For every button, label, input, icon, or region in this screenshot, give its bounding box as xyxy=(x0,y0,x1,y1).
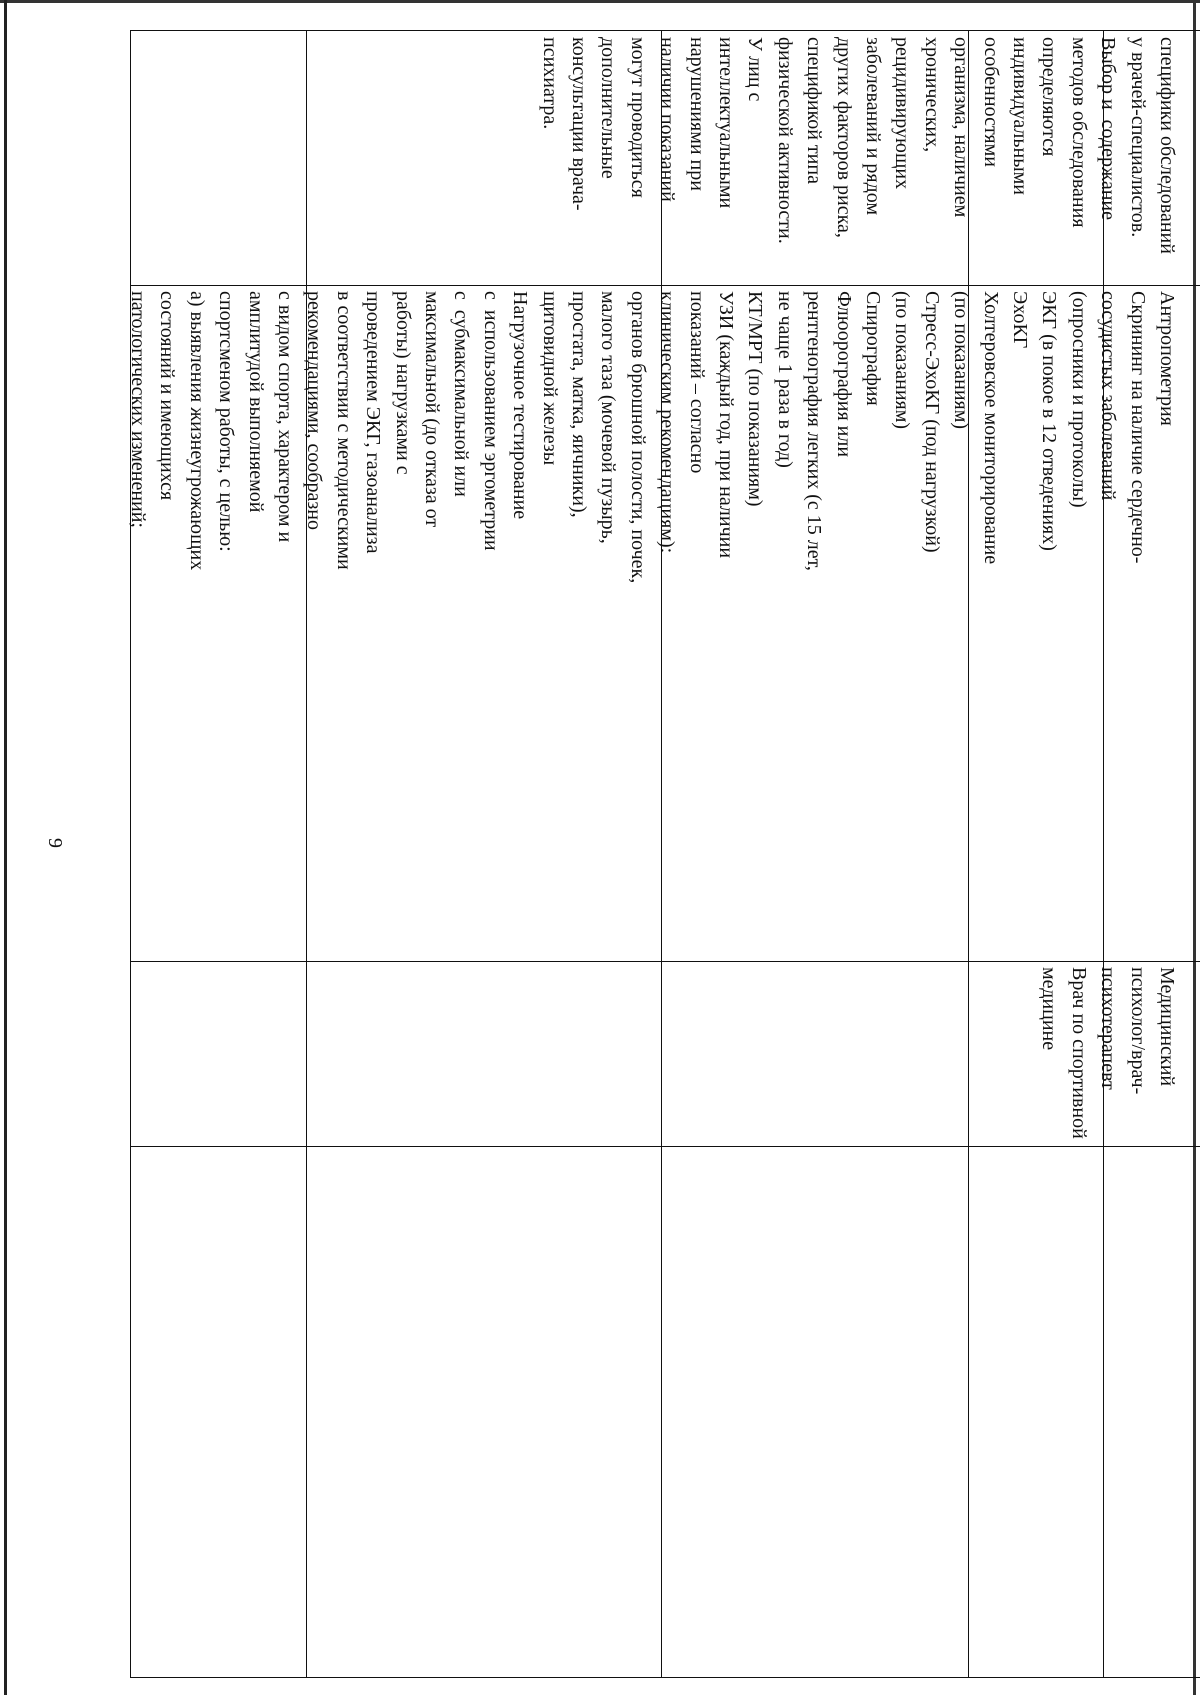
notes-text-line: индивидуальными xyxy=(1009,37,1031,195)
table-row-divider-3 xyxy=(131,1146,1200,1147)
notes-text-line: консультации врача- xyxy=(568,37,590,211)
examinations-text-line: с видом спорта, характером и xyxy=(274,291,296,543)
examinations-text-line: КТ/МРТ (по показаниям) xyxy=(744,291,767,507)
notes-text-line: Выбор и содержание xyxy=(1097,37,1120,220)
examinations-text-line: Скрининг на наличие сердечно- xyxy=(1126,291,1149,564)
examinations-text-line: спортсменом работы, с целью: xyxy=(215,291,238,552)
notes-text-line: психиатра. xyxy=(538,37,561,130)
examinations-text-line: щитовидной железы xyxy=(538,291,561,466)
examinations-text-line: патологических изменений; xyxy=(127,291,149,528)
notes-text-line: спецификой типа xyxy=(803,37,826,184)
examinations-text-line: Стресс-ЭхоКГ (под нагрузкой) xyxy=(920,291,943,553)
specialists-text-line: Медицинский xyxy=(1156,967,1178,1087)
examinations-text-line: простата, матка, яичники), xyxy=(568,291,590,518)
examinations-text-line: состояний и имеющихся xyxy=(156,291,179,501)
notes-text-line: заболеваний и рядом xyxy=(862,37,884,216)
page-number: 9 xyxy=(44,838,66,848)
examinations-text-line: Нагрузочное тестирование xyxy=(509,291,532,520)
examinations-text-line: не чаще 1 раза в год) xyxy=(773,291,796,468)
notes-text-line: дополнительные xyxy=(597,37,620,179)
specialists-text-line: Врач по спортивной xyxy=(1067,967,1090,1139)
notes-text-line: специфики обследований xyxy=(1156,37,1178,254)
document-table xyxy=(127,30,1200,1678)
examinations-text-line: органов брюшной полости, почек, xyxy=(626,291,649,584)
notes-text-line: других факторов риска, xyxy=(832,37,855,238)
examinations-text-line: малого таза (мочевой пузырь, xyxy=(597,291,620,544)
notes-text-line: особенностями xyxy=(979,37,1002,167)
notes-text-line: могут проводиться xyxy=(626,37,649,198)
specialists-text-line: психотерапевт xyxy=(1097,967,1120,1090)
examinations-text-line: проведением ЭКГ, газоанализа xyxy=(362,291,385,554)
notes-text-line: организма, наличием xyxy=(950,37,973,218)
examinations-text-line: показаний – согласно xyxy=(685,291,708,474)
notes-text-line: физической активности. xyxy=(773,37,796,244)
notes-text-line: наличии показаний xyxy=(656,37,679,202)
notes-text-line: нарушениями при xyxy=(685,37,708,191)
examinations-text-line: максимальной (до отказа от xyxy=(421,291,443,528)
examinations-text-line: ЭКГ (в покое в 12 отведениях) xyxy=(1038,291,1061,551)
examinations-text-line: с использованием эргометрии xyxy=(479,291,502,551)
scan-left-edge xyxy=(4,0,7,1695)
scan-top-edge xyxy=(0,0,1200,3)
examinations-text-line: Холтеровское мониторирование xyxy=(979,291,1002,565)
notes-text-line: методов обследования xyxy=(1067,37,1090,228)
specialists-text-line: медицине xyxy=(1038,967,1061,1051)
notes-text-line: у врачей-специалистов. xyxy=(1126,37,1149,238)
examinations-text-line: рентгенография легких (с 15 лет, xyxy=(803,291,826,571)
notes-text-line: хронических, xyxy=(920,37,943,153)
notes-text-line: У лиц с xyxy=(744,37,767,102)
notes-text-line: рецидивирующих xyxy=(891,37,914,190)
examinations-text-line: Флюорография или xyxy=(832,291,855,458)
examinations-text-line: Антропометрия xyxy=(1156,291,1178,426)
examinations-text-line: (опросники и протоколы) xyxy=(1067,291,1090,508)
notes-text-line: определяются xyxy=(1038,37,1061,157)
examinations-text-line: ЭхоКГ xyxy=(1009,291,1031,349)
examinations-text-line: Спирография xyxy=(862,291,884,406)
examinations-text-line: в соответствии с методическими xyxy=(332,291,355,570)
examinations-text-line: работы) нагрузками с xyxy=(391,291,414,475)
examinations-text-line: с субмаксимальной или xyxy=(450,291,473,497)
examinations-text-line: (по показаниям) xyxy=(891,291,914,430)
examinations-text-line: клиническим рекомендациям): xyxy=(656,291,679,554)
examinations-text-line: УЗИ (каждый год, при наличии xyxy=(715,291,737,559)
examinations-text-line: а) выявления жизнеугрожающих xyxy=(185,291,208,571)
specialists-text-line: психолог/врач- xyxy=(1126,967,1149,1095)
examinations-text-line: (по показаниям) xyxy=(950,291,973,430)
table-row-divider-2 xyxy=(131,961,1200,962)
examinations-text-line: сосудистых заболеваний xyxy=(1097,291,1120,501)
notes-text-line: интеллектуальными xyxy=(715,37,737,209)
examinations-text-line: амплитудой выполняемой xyxy=(244,291,267,513)
examinations-text-line: рекомендациями, сообразно xyxy=(303,291,326,530)
